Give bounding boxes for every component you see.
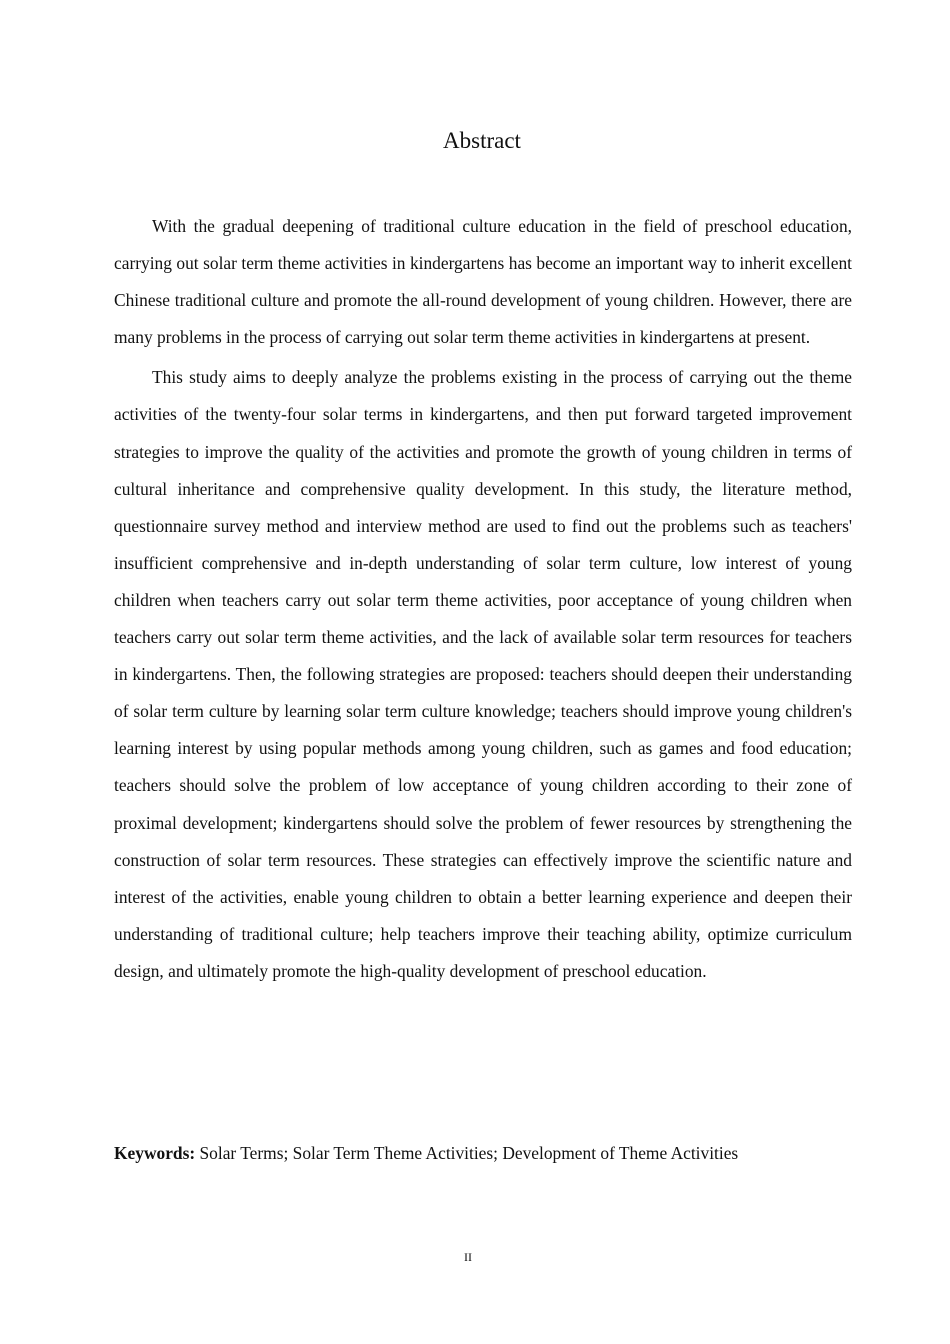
keywords-text: Solar Terms; Solar Term Theme Activities; Development of Theme Activities bbox=[199, 1143, 739, 1163]
abstract-paragraph-2: This study aims to deeply analyze the problems existing in the process of carrying out the theme activities of the twenty-four solar terms in kindergartens, and then put forward targeted improvement strategies to improve the quality of the activities and promote the growth of young children in terms of cultural inheritance and comprehensive quality development. In this study, the literature method, questionnaire survey method and interview method are used to find out the problems such as teachers' insufficient comprehensive and in-depth understanding of solar term culture, low interest of young children when teachers carry out solar term theme activities, poor acceptance of young children when teachers carry out solar term theme activities, and the lack of available solar term resources for teachers in kindergartens. Then, the following strategies are proposed: teachers should deepen their understanding of solar term culture by learning solar term culture knowledge; teachers should improve young children's learning interest by using popular methods among young children, such as games and food education; teachers should solve the problem of low acceptance of young children according to their zone of proximal development; kindergartens should solve the problem of fewer resources by strengthening the construction of solar term resources. These strategies can effectively improve the scientific nature and interest of the activities, enable young children to obtain a better learning experience and deepen their understanding of traditional culture; help teachers improve their teaching ability, optimize curriculum design, and ultimately promote the high-quality development of preschool education. bbox=[114, 367, 852, 981]
page-number: II bbox=[464, 1250, 472, 1264]
abstract-body bbox=[114, 208, 852, 993]
abstract-title: Abstract bbox=[443, 128, 521, 153]
abstract-paragraph-1: With the gradual deepening of traditional culture education in the field of preschool education, carrying out solar term theme activities in kindergartens has become an important way to inherit excellent Chinese traditional culture and promote the all-round development of young children. However, there are many problems in the process of carrying out solar term theme activities in kindergartens at present. bbox=[114, 216, 852, 348]
keywords-line bbox=[114, 1138, 852, 1168]
keywords-label: Keywords: bbox=[114, 1143, 196, 1163]
